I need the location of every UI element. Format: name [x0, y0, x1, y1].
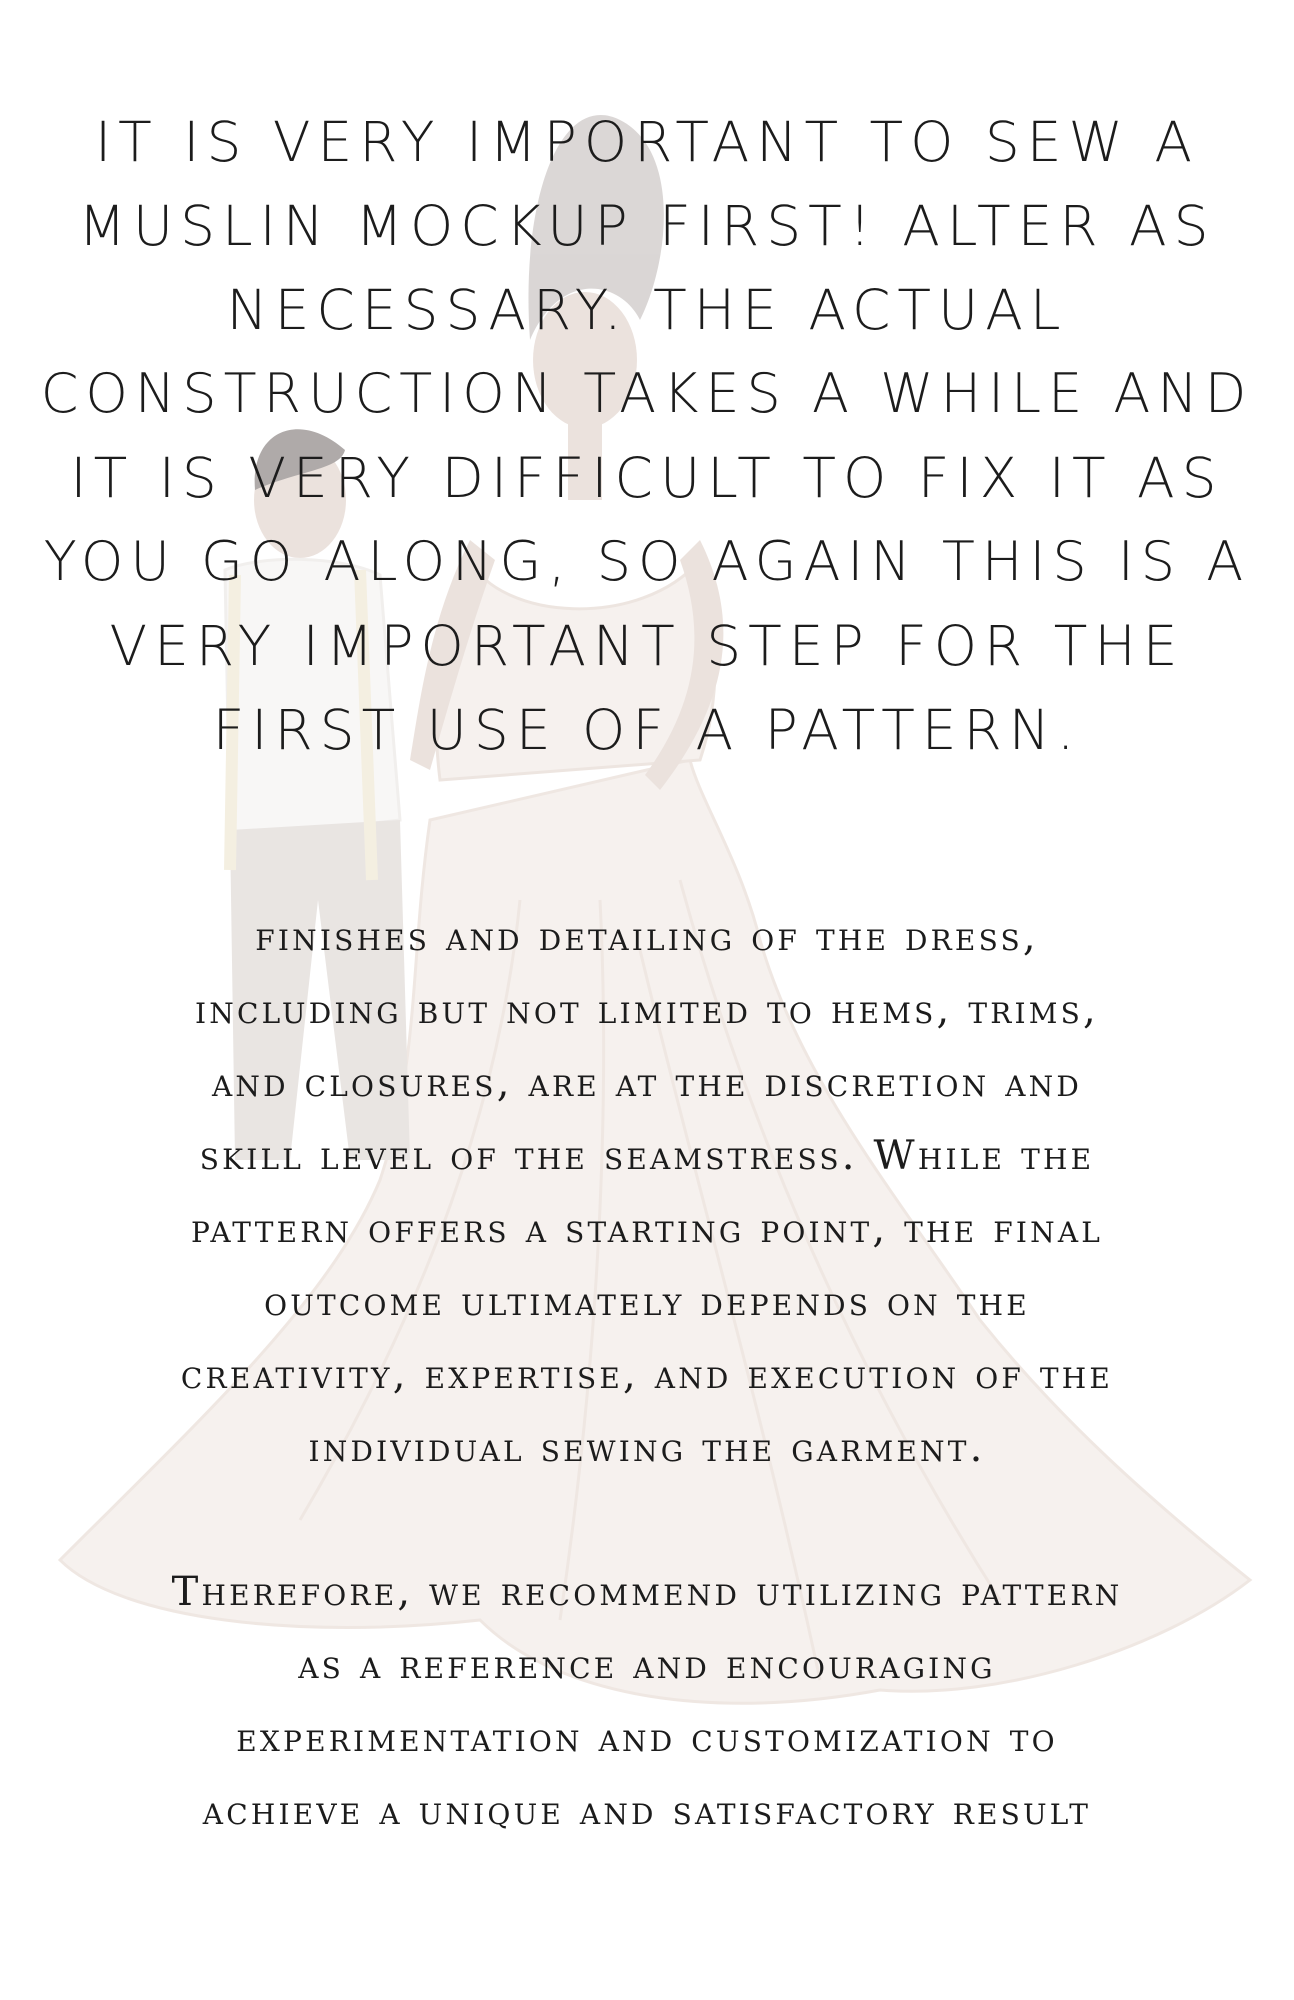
mockup-warning-headline	[40, 100, 1254, 772]
paragraph-line: achieve a unique and satisfactory result	[202, 1788, 1092, 1834]
headline-line: MUSLIN MOCKUP FIRST! ALTER AS	[78, 194, 1216, 258]
headline-line: VERY IMPORTANT STEP FOR THE	[109, 614, 1185, 678]
headline-line: FIRST USE OF A PATTERN.	[212, 698, 1082, 762]
paragraph-line: Therefore, we recommend utilizing pattern	[171, 1569, 1123, 1615]
headline-line: IT IS VERY IMPORTANT TO SEW A	[94, 110, 1200, 174]
recommendation-paragraph	[20, 1556, 1274, 1848]
headline-line: CONSTRUCTION TAKES A WHILE AND	[40, 362, 1254, 425]
paragraph-line: and closures, are at the discretion and	[211, 1060, 1083, 1106]
headline-line: IT IS VERY DIFFICULT TO FIX IT AS	[70, 446, 1224, 510]
paragraph-line: outcome ultimately depends on the	[264, 1279, 1030, 1325]
finishes-disclaimer-paragraph	[20, 901, 1274, 1485]
headline-line: YOU GO ALONG, SO AGAIN THIS IS A	[43, 530, 1251, 593]
paragraph-line: creativity, expertise, and execution of the	[180, 1352, 1114, 1398]
paragraph-line: pattern offers a starting point, the final	[190, 1206, 1104, 1252]
paragraph-line: skill level of the seamstress. While the	[199, 1133, 1095, 1179]
paragraph-line: individual sewing the garment.	[308, 1425, 986, 1471]
paragraph-line: as a reference and encouraging	[298, 1642, 996, 1688]
paragraph-line: including but not limited to hems, trims,	[195, 987, 1099, 1033]
paragraph-line: experimentation and customization to	[236, 1715, 1058, 1761]
headline-line: NECESSARY. THE ACTUAL	[226, 278, 1068, 342]
paragraph-line: finishes and detailing of the dress,	[255, 914, 1039, 960]
